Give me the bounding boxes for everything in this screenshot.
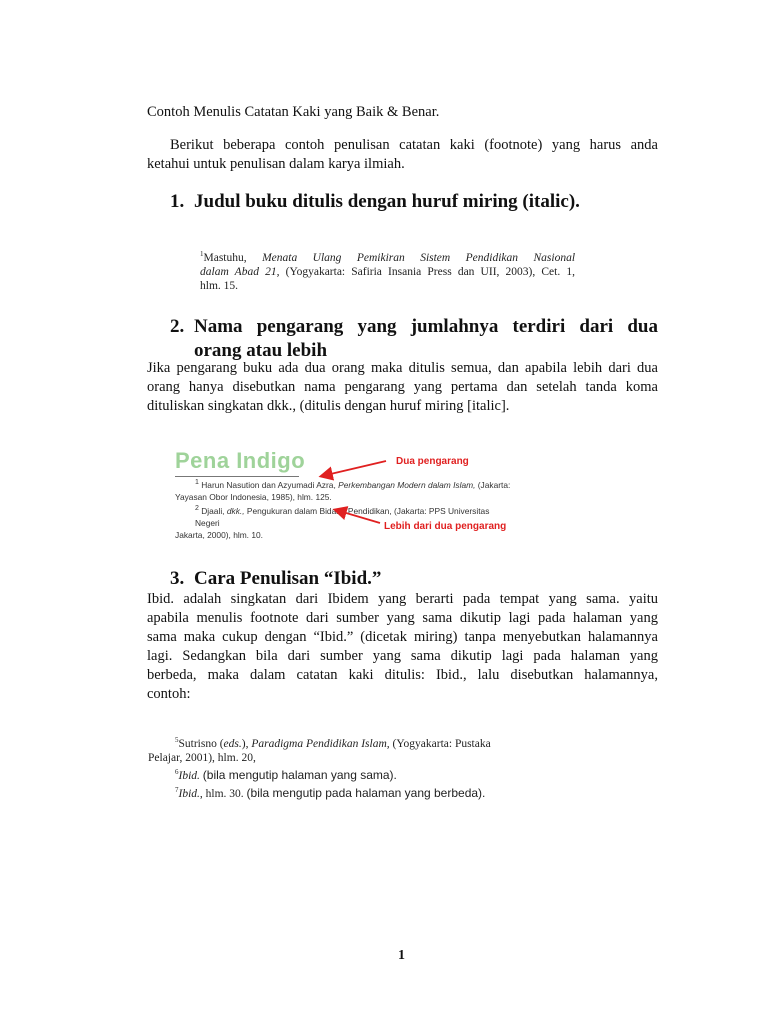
ibid-sup-5: 5: [175, 736, 179, 744]
fig-fn2-title: Pengukuran dalam Bidang Pendidikan, (Jakarta: PPS Universitas Negeri: [195, 505, 490, 528]
section-2-para-line-1: Jika pengarang buku ada dua orang maka ditulis semua, dan apabila lebih dari dua: [147, 360, 658, 376]
section-1-number: 1.: [170, 191, 185, 212]
fn1-line-1: [200, 247, 575, 265]
ibid-l1-author: Sutrisno (: [178, 737, 224, 750]
section-3-heading: [170, 567, 381, 591]
section-3-line-2: apabila menulis footnote dari sumber yang sama dikutip lagi pada halaman yang: [147, 610, 658, 626]
label-two-authors: Dua pengarang: [396, 456, 469, 467]
section-3-heading-text: Cara Penulisan “Ibid.”: [194, 568, 382, 589]
ibid-line-3: [148, 765, 528, 783]
fig-fn2-sup: 2: [195, 504, 199, 512]
section-2-paragraph: [147, 359, 658, 416]
footnote-example-1: [200, 247, 575, 293]
document-title: Contoh Menulis Catatan Kaki yang Baik & Benar.: [147, 104, 440, 120]
section-1-heading: [170, 190, 580, 214]
ibid-line-2: Pelajar, 2001), hlm. 20,: [148, 751, 256, 764]
fn1-page: hlm. 15.: [200, 279, 239, 292]
ibid-l1-eds: eds.: [223, 737, 242, 750]
section-2-heading-line-1: Nama pengarang yang jumlahnya terdiri dari dua: [194, 316, 658, 337]
fig-fn1-line-2: Yayasan Obor Indonesia, 1985), hlm. 125.: [175, 491, 332, 502]
fn1-publisher: (Yogyakarta: Safiria Insania Press dan UII, 2003), Cet. 1,: [285, 265, 575, 278]
fn1-title-part-2: dalam Abad 21,: [200, 265, 280, 278]
fig-fn1-sup: 1: [195, 479, 199, 486]
intro-line-1: Berikut beberapa contoh penulisan catatan kaki (footnote) yang harus anda: [170, 137, 658, 153]
section-3-line-6: contoh:: [147, 686, 191, 702]
ibid-sup-7: 7: [175, 785, 179, 794]
section-2-heading-line-2: orang atau lebih: [194, 340, 328, 361]
ibid-l3-note: (bila mengutip halaman yang sama).: [202, 767, 397, 782]
intro-line-2: ketahui untuk penulisan dalam karya ilmiah.: [147, 156, 405, 172]
ibid-l4-page: , hlm. 30.: [199, 787, 244, 800]
arrow-more-authors: [336, 510, 380, 523]
label-more-authors: Lebih dari dua pengarang: [384, 521, 507, 532]
ibid-line-1: [148, 733, 528, 751]
fn1-sup: 1: [200, 250, 204, 258]
fig-fn2-author: Djaali,: [201, 505, 225, 516]
section-3-line-3: sama maka cukup dengan “Ibid.” (dicetak miring) tanpa menyebutkan halamannya: [147, 629, 658, 645]
pena-indigo-watermark: Pena Indigo: [175, 448, 306, 473]
section-2-para-line-2: orang hanya disebutkan nama pengarang yang pertama dan setelah tanda koma: [147, 379, 658, 395]
section-2-number: 2.: [170, 316, 185, 337]
page-number: 1: [398, 948, 405, 963]
ibid-sup-6: 6: [175, 767, 179, 776]
fig-fn1-title: Perkembangan Modern dalam Islam,: [338, 479, 476, 490]
fn1-title-part-1: Menata Ulang Pemikiran Sistem Pendidikan Nasional: [262, 251, 576, 264]
section-3-line-5: berbeda, maka dalam catatan kaki ditulis: Ibid., lalu disebutkan halamannya,: [147, 667, 658, 683]
section-3-line-1: Ibid. adalah singkatan dari Ibidem yang berarti pada tempat yang sama. yaitu: [147, 591, 658, 607]
ibid-example: [148, 733, 528, 800]
arrow-two-authors: [322, 461, 386, 476]
section-2-para-line-3: dituliskan singkatan dkk., (ditulis dengan huruf miring [italic].: [147, 398, 510, 414]
fn1-author: Mastuhu,: [203, 251, 247, 264]
section-3-paragraph: [147, 590, 658, 704]
fig-fn1-authors: Harun Nasution dan Azyumadi Azra,: [201, 479, 336, 490]
section-3-line-4: lagi. Sedangkan bila dari sumber yang sama dikutip lagi pada halaman yang: [147, 648, 658, 664]
ibid-line-4: [148, 783, 528, 801]
fig-fn2-line-2: Jakarta, 2000), hlm. 10.: [175, 529, 263, 540]
fig-fn1-publisher-start: (Jakarta:: [477, 479, 511, 490]
section-3-number: 3.: [170, 568, 185, 589]
ibid-l1-publisher: (Yogyakarta: Pustaka: [392, 737, 491, 750]
ibid-l1-close: ),: [241, 737, 249, 750]
ibid-l4-note: (bila mengutip pada halaman yang berbeda).: [246, 785, 486, 800]
section-1-heading-text: Judul buku ditulis dengan huruf miring (italic).: [194, 191, 580, 212]
ibid-l3-ibid: Ibid.: [178, 769, 200, 782]
fn1-line-2: [200, 265, 575, 279]
ibid-l4-ibid: Ibid.: [178, 787, 200, 800]
fig-fn2-dkk: dkk.,: [226, 505, 245, 516]
author-example-figure: [150, 440, 530, 540]
ibid-l1-title: Paradigma Pendidikan Islam,: [251, 737, 390, 750]
section-2-heading: [170, 315, 658, 363]
